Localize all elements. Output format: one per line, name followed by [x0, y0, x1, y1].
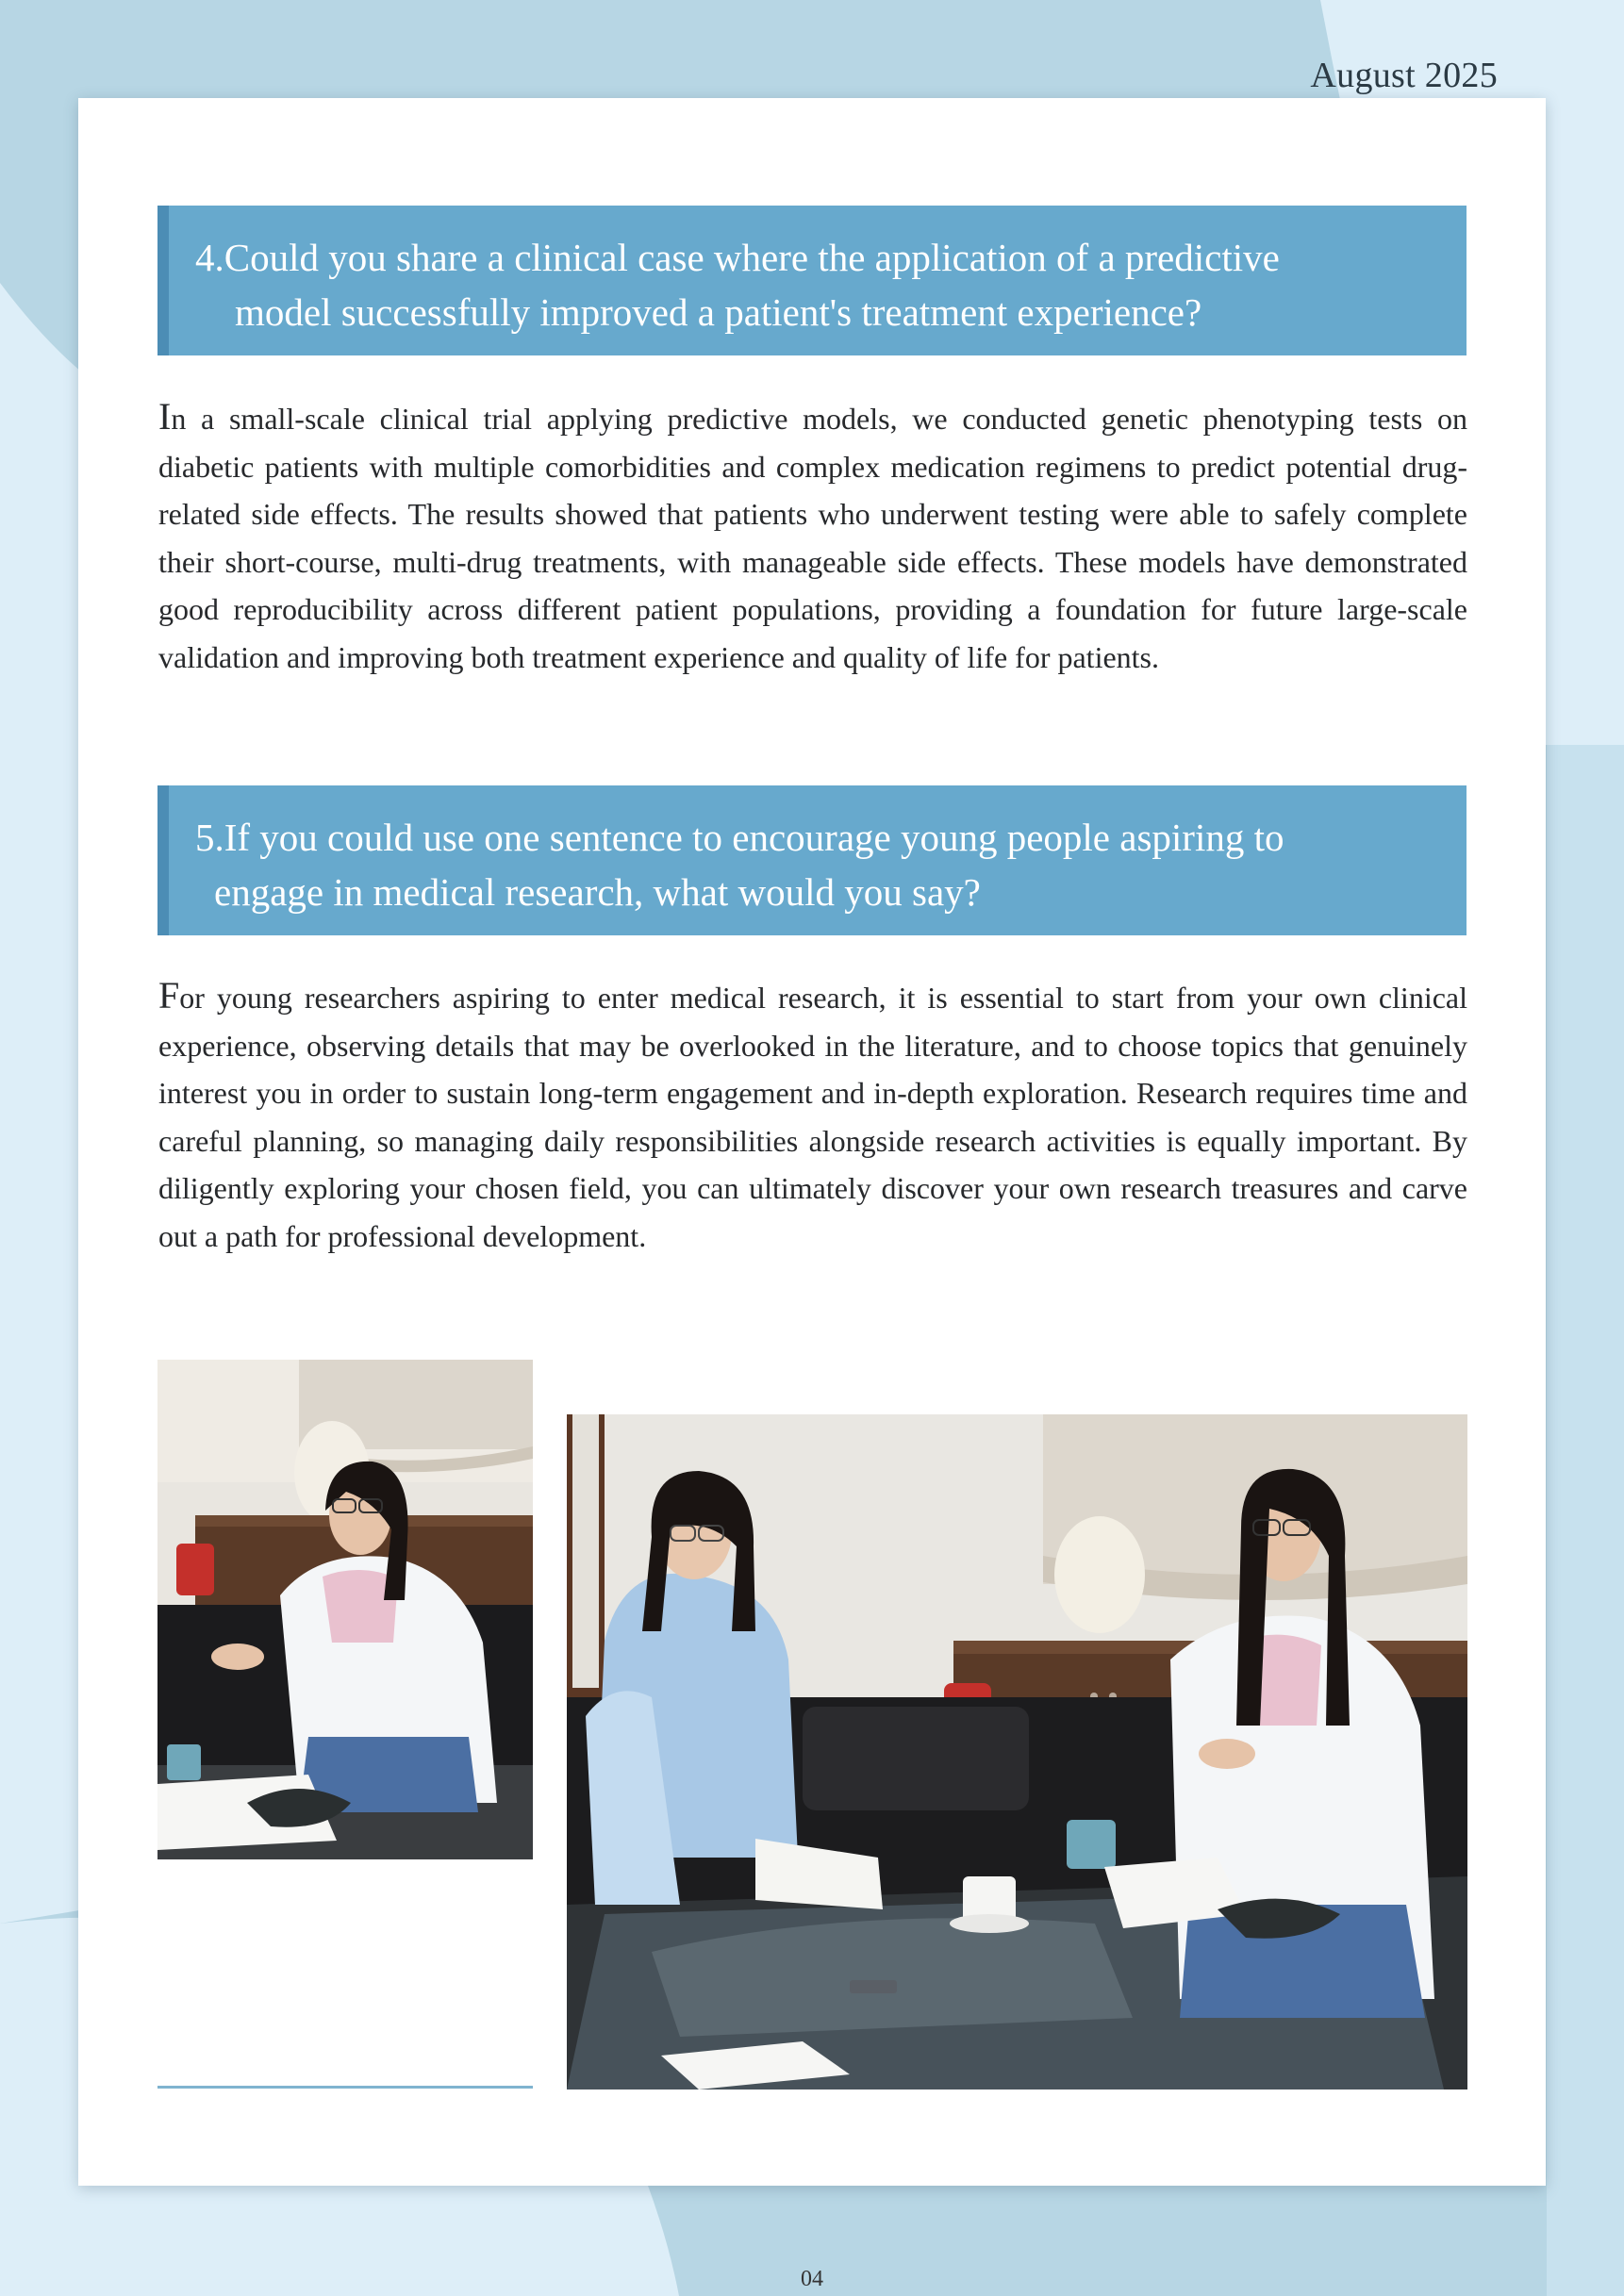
- answer-4-paragraph: [158, 393, 1467, 681]
- question-4-line-2: model successfully improved a patient's treatment experience?: [235, 290, 1202, 334]
- answer-5-text: or young researchers aspiring to enter medical research, it is essential to start from your own clinical experience, observing details that may be overlooked in the literature, and to choose topics that genuinely interest you in order to sustain long-term engagement and in-depth exploration. Research requires time and careful planning, so managing daily responsibilities alongside research activities is equally important. By diligently exploring your chosen field, you can ultimately discover your own research treasures and carve out a path for professional development.: [158, 981, 1467, 1253]
- answer-4-text: n a small-scale clinical trial applying predictive models, we conducted genetic phenotyping tests on diabetic patients with multiple comorbidities and complex medication regimens to predict potential drug-related side effects. The results showed that patients who underwent testing were able to safely complete their short-course, multi-drug treatments, with manageable side effects. These models have demonstrated good reproducibility across different patient populations, providing a foundation for future large-scale validation and improving both treatment experience and quality of life for patients.: [158, 402, 1467, 674]
- interview-photo-scene: [567, 1414, 1467, 2090]
- photo-caption-divider: [157, 2086, 533, 2089]
- question-4-bar: [157, 206, 1467, 355]
- answer-5-paragraph: [158, 972, 1467, 1260]
- question-4-line-1: 4.Could you share a clinical case where the application of a predictive: [195, 236, 1280, 279]
- content-page: [78, 98, 1546, 2186]
- question-5-line-2: engage in medical research, what would you say?: [214, 870, 981, 914]
- question-5-bar: [157, 785, 1467, 935]
- answer-4-drop-cap: I: [158, 395, 172, 438]
- page-number: 04: [801, 2267, 823, 2291]
- question-5-line-1: 5.If you could use one sentence to encourage young people aspiring to: [195, 816, 1284, 859]
- interview-photo-doctor: [157, 1360, 533, 1859]
- issue-date: August 2025: [1310, 56, 1498, 95]
- answer-5-drop-cap: F: [158, 974, 180, 1016]
